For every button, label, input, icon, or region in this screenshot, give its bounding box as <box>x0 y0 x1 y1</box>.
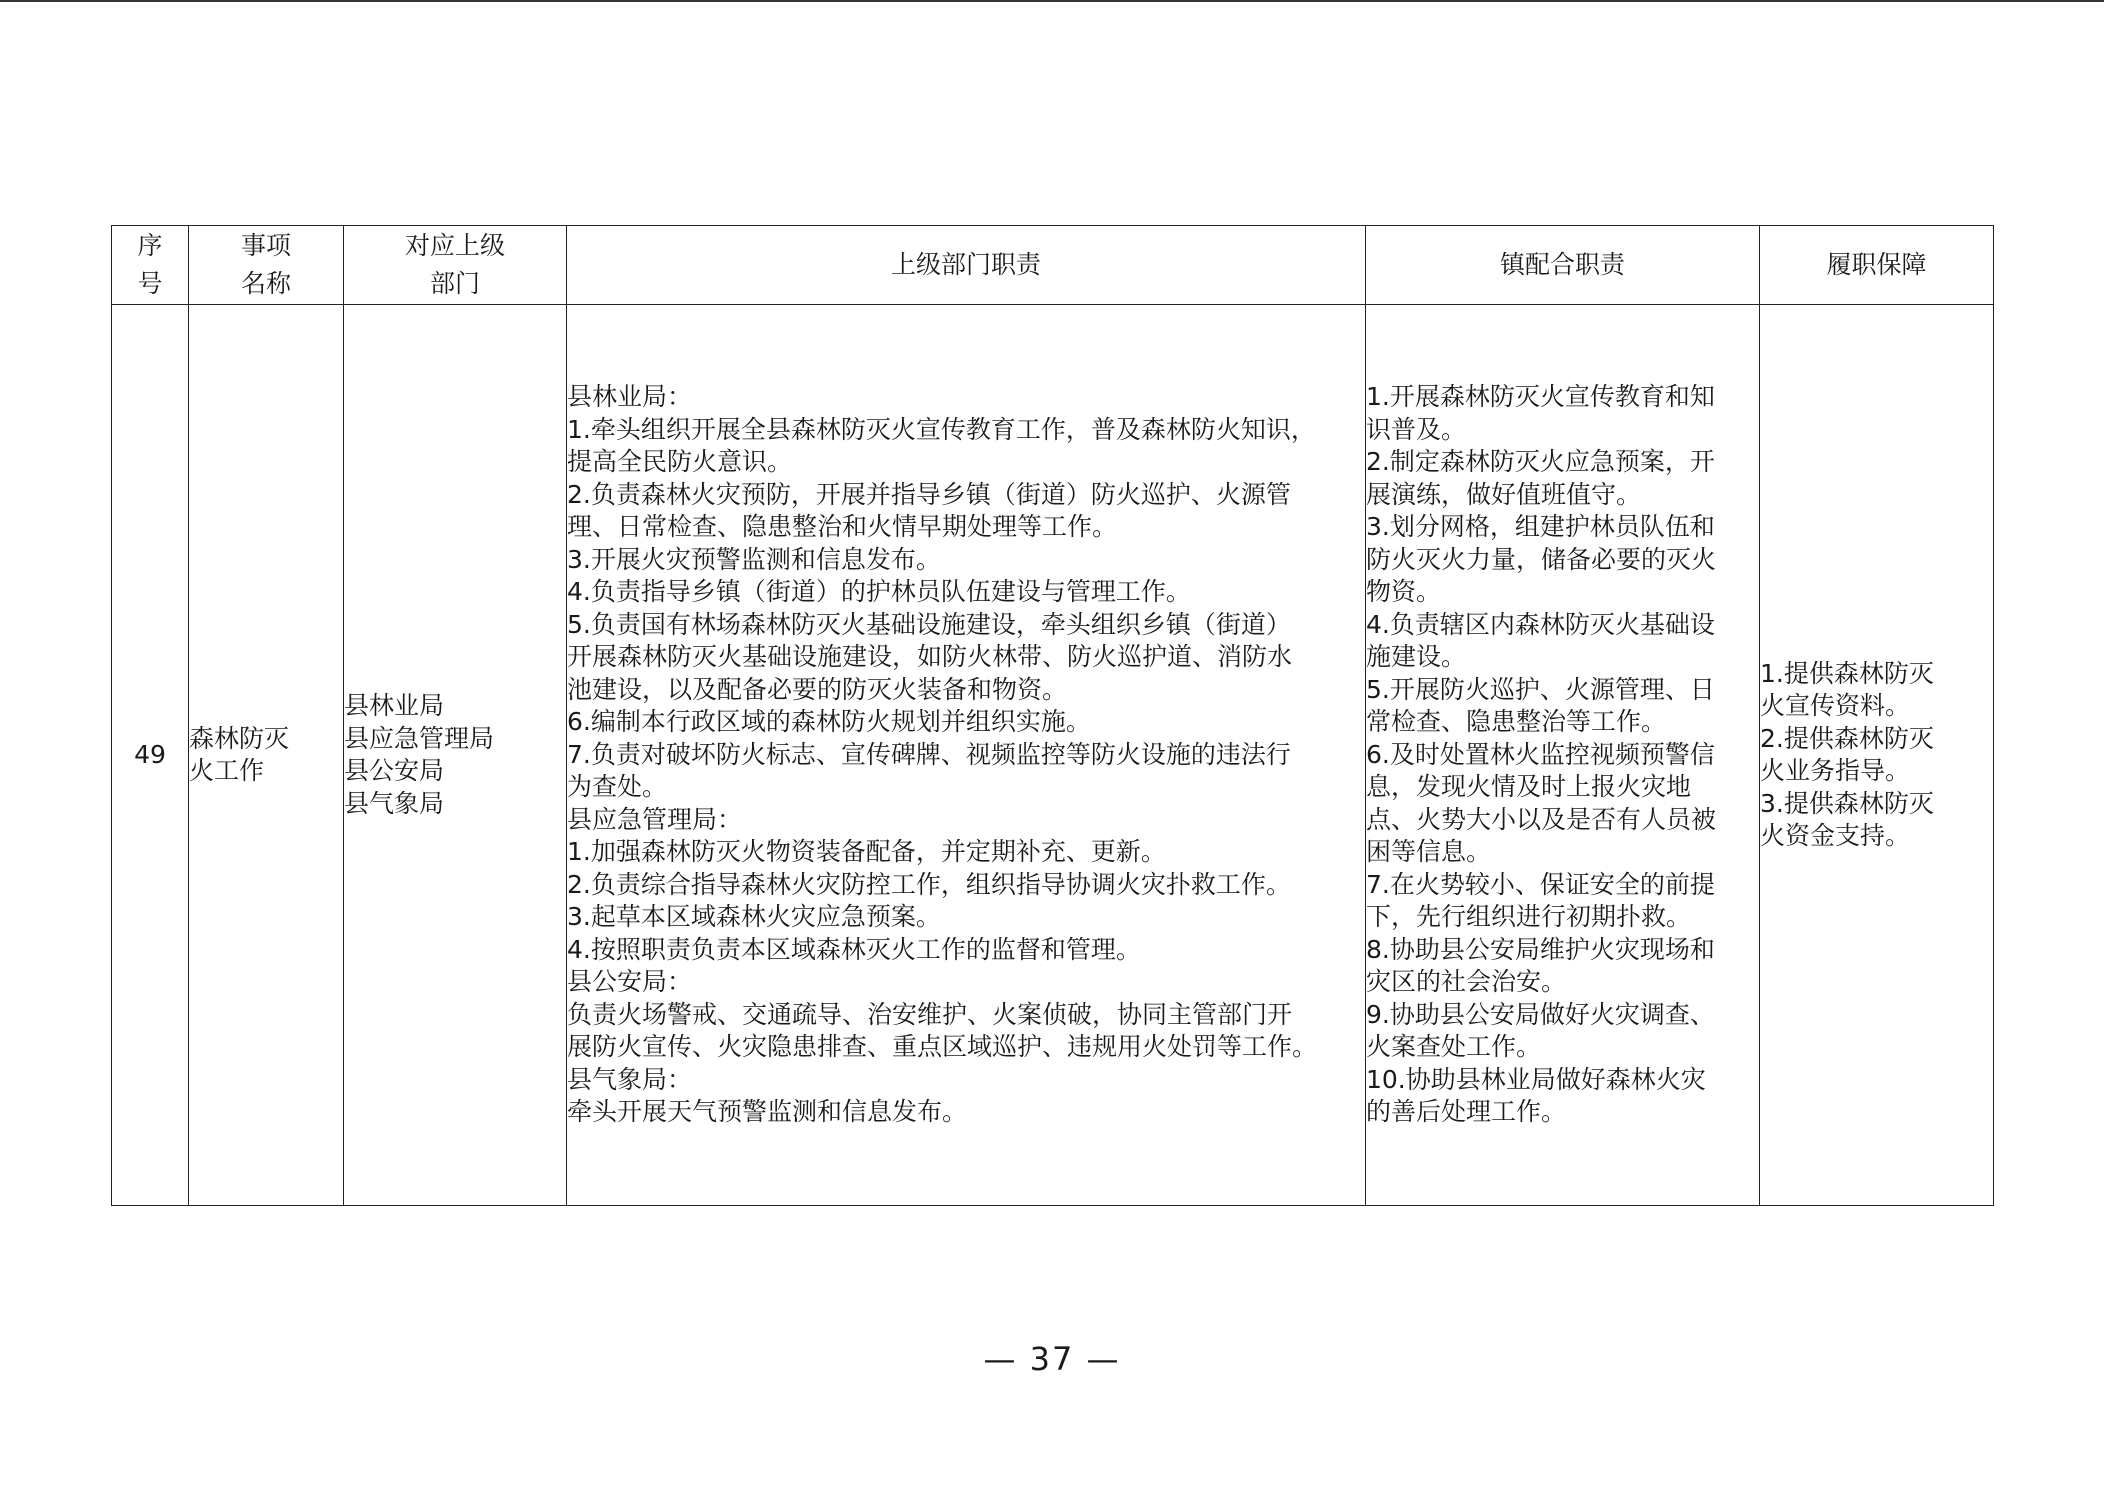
town-duty-line: 火案查处工作。 <box>1366 1032 1542 1062</box>
town-duty-line: 识普及。 <box>1366 414 1467 444</box>
town-duty-line: 2.制定森林防灭火应急预案，开 <box>1366 447 1715 477</box>
guarantee-line: 火业务指导。 <box>1760 756 1911 785</box>
page-number: — 37 — <box>983 1340 1121 1378</box>
header-superior-duties: 上级部门职责 <box>567 226 1366 305</box>
duty-line: 2.负责综合指导森林火灾防控工作，组织指导协调火灾扑救工作。 <box>567 869 1291 899</box>
row-superior-duties <box>567 305 1366 1206</box>
town-duty-line: 3.划分网格，组建护林员队伍和 <box>1366 512 1715 542</box>
guarantee-line: 火资金支持。 <box>1760 821 1911 850</box>
town-duty-line: 8.协助县公安局维护火灾现场和 <box>1366 934 1715 964</box>
duty-line: 开展森林防灭火基础设施建设，如防火林带、防火巡护道、消防水 <box>567 642 1293 672</box>
duty-line: 提高全民防火意识。 <box>567 447 793 477</box>
town-duty-line: 施建设。 <box>1366 642 1467 672</box>
duty-line: 展防火宣传、火灾隐患排查、重点区域巡护、违规用火处罚等工作。 <box>567 1032 1318 1062</box>
guarantee-line: 火宣传资料。 <box>1760 691 1911 720</box>
town-duty-line: 6.及时处置林火监控视频预警信 <box>1366 739 1715 769</box>
town-duty-line: 7.在火势较小、保证安全的前提 <box>1366 869 1715 899</box>
header-item-name <box>189 226 344 305</box>
row-superior-depts <box>344 305 567 1206</box>
header-guarantee: 履职保障 <box>1760 226 1994 305</box>
duty-line: 池建设，以及配备必要的防灭火装备和物资。 <box>567 674 1068 704</box>
town-duty-line: 息，发现火情及时上报火灾地 <box>1366 772 1692 802</box>
table-header-row <box>112 226 1994 305</box>
town-duty-line: 5.开展防火巡护、火源管理、日 <box>1366 674 1715 704</box>
duty-line: 牵头开展天气预警监测和信息发布。 <box>567 1097 968 1127</box>
duty-line: 1.加强森林防灭火物资装备配备，并定期补充、更新。 <box>567 837 1166 867</box>
duty-line: 5.负责国有林场森林防灭火基础设施建设，牵头组织乡镇（街道） <box>567 609 1291 639</box>
dept-line: 县气象局 <box>344 788 445 818</box>
dept-line: 县公安局 <box>344 756 445 785</box>
header-seq-line: 号 <box>137 269 163 298</box>
town-duty-line: 10.协助县林业局做好森林火灾 <box>1366 1064 1706 1094</box>
town-duty-line: 展演练，做好值班值守。 <box>1366 479 1642 509</box>
duty-line: 1.牵头组织开展全县森林防灭火宣传教育工作，普及森林防火知识， <box>567 414 1316 444</box>
duty-line: 理、日常检查、隐患整治和火情早期处理等工作。 <box>567 512 1118 542</box>
row-town-duties <box>1366 305 1760 1206</box>
duty-line: 为查处。 <box>567 772 668 802</box>
duty-line: 3.起草本区域森林火灾应急预案。 <box>567 902 941 932</box>
header-seq-line: 序 <box>137 231 163 260</box>
guarantee-line: 1.提供森林防灭 <box>1760 658 1934 688</box>
duty-line: 县气象局： <box>567 1064 693 1094</box>
page-top-border <box>0 0 2104 2</box>
row-guarantee <box>1760 305 1994 1206</box>
duty-table <box>111 225 1994 1206</box>
town-duty-line: 困等信息。 <box>1366 837 1492 867</box>
row-item-name <box>189 305 344 1206</box>
duty-line: 负责火场警戒、交通疏导、治安维护、火案侦破，协同主管部门开 <box>567 999 1293 1029</box>
header-name-line: 名称 <box>240 269 291 298</box>
town-duty-line: 的善后处理工作。 <box>1366 1097 1567 1127</box>
duty-line: 7.负责对破坏防火标志、宣传碑牌、视频监控等防火设施的违法行 <box>567 739 1291 769</box>
duty-line: 县应急管理局： <box>567 804 743 834</box>
header-dept-line: 部门 <box>429 269 480 298</box>
table-row <box>112 305 1994 1206</box>
duty-line: 3.开展火灾预警监测和信息发布。 <box>567 544 941 574</box>
row-seq: 49 <box>112 305 189 1206</box>
dept-line: 县林业局 <box>344 691 445 720</box>
town-duty-line: 防火灭火力量，储备必要的灭火 <box>1366 544 1717 574</box>
header-superior-dept <box>344 226 567 305</box>
guarantee-line: 2.提供森林防灭 <box>1760 723 1934 753</box>
item-name-line: 火工作 <box>189 756 265 785</box>
duty-line: 4.负责指导乡镇（街道）的护林员队伍建设与管理工作。 <box>567 577 1191 607</box>
town-duty-line: 4.负责辖区内森林防灭火基础设 <box>1366 609 1715 639</box>
duty-line: 县公安局： <box>567 967 693 997</box>
header-name-line: 事项 <box>240 231 291 260</box>
town-duty-line: 灾区的社会治安。 <box>1366 967 1567 997</box>
town-duty-line: 点、火势大小以及是否有人员被 <box>1366 804 1717 834</box>
header-dept-line: 对应上级 <box>404 231 505 260</box>
item-name-line: 森林防灭 <box>189 723 290 753</box>
town-duty-line: 常检查、隐患整治等工作。 <box>1366 707 1667 737</box>
header-town-duties: 镇配合职责 <box>1366 226 1760 305</box>
town-duty-line: 物资。 <box>1366 577 1442 607</box>
dept-line: 县应急管理局 <box>344 723 495 753</box>
town-duty-line: 1.开展森林防灭火宣传教育和知 <box>1366 382 1715 412</box>
duty-line: 2.负责森林火灾预防，开展并指导乡镇（街道）防火巡护、火源管 <box>567 479 1291 509</box>
header-seq <box>112 226 189 305</box>
town-duty-line: 9.协助县公安局做好火灾调查、 <box>1366 999 1715 1029</box>
town-duty-line: 下，先行组织进行初期扑救。 <box>1366 902 1692 932</box>
duty-line: 4.按照职责负责本区域森林灭火工作的监督和管理。 <box>567 934 1141 964</box>
guarantee-line: 3.提供森林防灭 <box>1760 788 1934 818</box>
duty-line: 6.编制本行政区域的森林防火规划并组织实施。 <box>567 707 1091 737</box>
duty-line: 县林业局： <box>567 382 693 412</box>
